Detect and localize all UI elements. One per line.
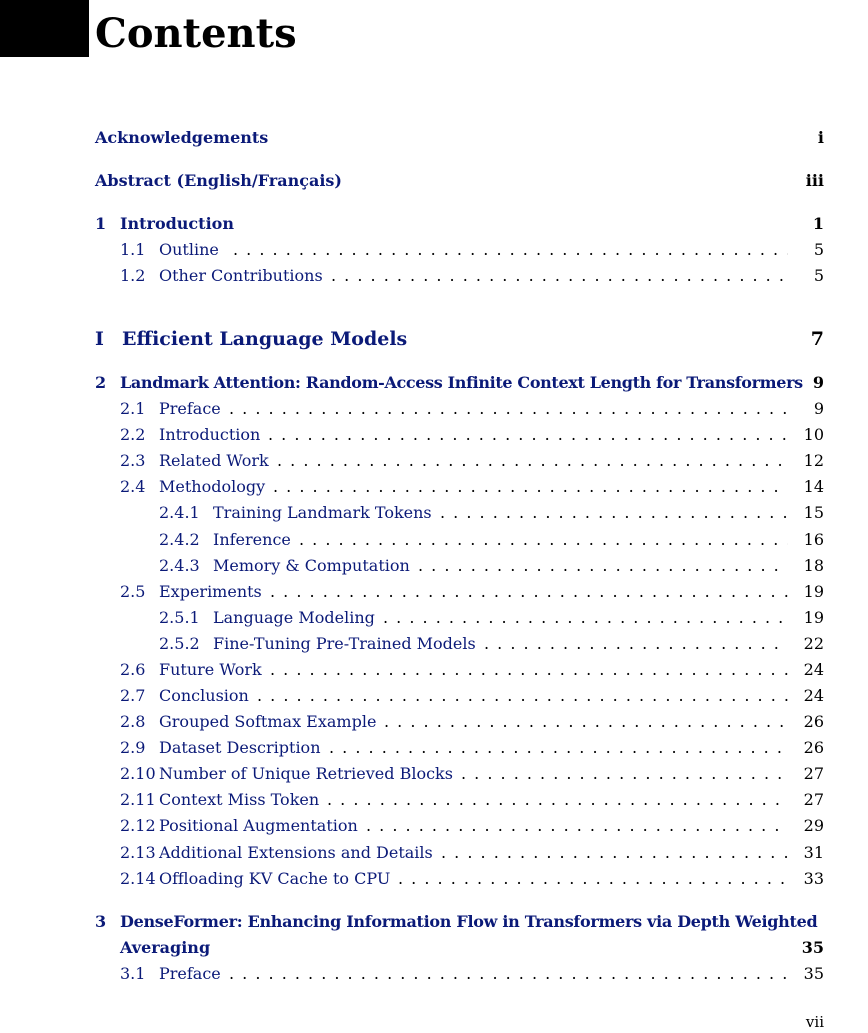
page-number: vii [805,1013,824,1031]
toc-entry-title: Abstract (English/Français) [95,171,342,190]
toc-section-2-10[interactable] [0,762,868,786]
toc-leader-dots [398,867,788,891]
toc-section-2-1[interactable] [0,397,868,421]
toc-leader-dots [384,710,788,734]
toc-leader-dots [383,606,788,630]
toc-entry-title: Memory & Computation [213,556,410,575]
toc-entry-title-continuation: Averaging [120,938,211,957]
toc-entry-number: 2.8 [120,712,146,731]
toc-entry-number: 1 [95,214,107,233]
toc-entry-acknowledgements[interactable] [0,126,868,150]
toc-entry-page: 14 [803,477,824,496]
toc-entry-page: 31 [803,843,824,862]
toc-leader-dots [273,475,788,499]
toc-leader-dots [461,762,788,786]
toc-entry-number: 2.5 [120,582,146,601]
toc-entry-page: 35 [801,938,824,957]
toc-leader-dots [270,658,788,682]
toc-leader-dots [270,580,788,604]
toc-section-2-5[interactable] [0,580,868,604]
toc-entry-number: 2.1 [120,399,146,418]
toc-entry-number: 1.1 [120,240,146,259]
toc-section-2-4[interactable] [0,475,868,499]
chapter-tab-marker [0,0,89,57]
toc-entry-page: iii [805,171,824,190]
toc-entry-title: Fine-Tuning Pre-Trained Models [213,634,476,653]
toc-entry-page: 9 [812,373,824,392]
toc-entry-page: 9 [813,399,824,418]
toc-entry-abstract[interactable] [0,169,868,193]
toc-subsection-2-5-2[interactable] [0,632,868,656]
toc-entry-page: 27 [803,790,824,809]
toc-entry-page: 26 [803,738,824,757]
toc-entry-title: Preface [159,964,221,983]
toc-entry-page: 5 [813,240,824,259]
toc-leader-dots [257,684,788,708]
toc-entry-number: 2.2 [120,425,146,444]
toc-entry-title: Number of Unique Retrieved Blocks [159,764,453,783]
toc-entry-page: 24 [803,660,824,679]
toc-entry-number: 3 [95,912,107,931]
toc-section-3-1[interactable] [0,962,868,986]
toc-entry-page: 16 [803,530,824,549]
toc-leader-dots [441,841,788,865]
toc-entry-number: 2.5.1 [159,608,200,627]
toc-section-2-7[interactable] [0,684,868,708]
toc-chapter-1[interactable] [0,212,868,236]
toc-entry-title: Acknowledgements [95,128,269,147]
toc-entry-number: 2.4 [120,477,146,496]
toc-entry-title: Related Work [159,451,269,470]
toc-leader-dots [366,814,788,838]
toc-entry-number: I [95,328,104,350]
toc-entry-title: Efficient Language Models [122,328,408,350]
toc-leader-dots [440,501,788,525]
toc-entry-number: 2.4.1 [159,503,200,522]
toc-entry-number: 2.9 [120,738,146,757]
toc-chapter-2[interactable] [0,371,868,395]
toc-subsection-2-4-2[interactable] [0,528,868,552]
toc-entry-number: 1.2 [120,266,146,285]
toc-leader-dots [331,264,788,288]
toc-entry-title: Conclusion [159,686,249,705]
toc-entry-page: 19 [803,608,824,627]
toc-entry-page: 10 [803,425,824,444]
toc-entry-number: 2.5.2 [159,634,200,653]
toc-subsection-2-4-1[interactable] [0,501,868,525]
toc-entry-page: 5 [813,266,824,285]
toc-section-1-1[interactable] [0,238,868,262]
toc-entry-page: 33 [803,869,824,888]
toc-entry-title: Methodology [159,477,266,496]
toc-section-2-3[interactable] [0,449,868,473]
toc-entry-title: Training Landmark Tokens [213,503,432,522]
toc-section-2-9[interactable] [0,736,868,760]
toc-leader-dots [299,528,788,552]
toc-entry-number: 2.3 [120,451,146,470]
toc-leader-dots [327,788,788,812]
toc-entry-title: Outline [159,238,225,262]
toc-entry-title: Inference [213,530,291,549]
toc-leader-dots [418,554,788,578]
toc-entry-number: 2.12 [120,816,156,835]
toc-leader-dots [277,449,788,473]
toc-entry-number: 2.13 [120,843,156,862]
toc-subsection-2-5-1[interactable] [0,606,868,630]
toc-entry-title: Additional Extensions and Details [159,843,433,862]
toc-leader-dots [484,632,788,656]
toc-entry-title: Future Work [159,660,262,679]
toc-entry-number: 2.4.2 [159,530,200,549]
toc-section-2-11[interactable] [0,788,868,812]
toc-section-1-2[interactable] [0,264,868,288]
toc-entry-title: Preface [159,399,221,418]
toc-entry-number: 2.7 [120,686,146,705]
toc-entry-number: 3.1 [120,964,146,983]
toc-entry-page: 12 [803,451,824,470]
toc-chapter-3[interactable] [0,910,868,960]
toc-entry-page: 19 [803,582,824,601]
toc-entry-page: 26 [803,712,824,731]
toc-section-2-6[interactable] [0,658,868,682]
toc-entry-page: 18 [803,556,824,575]
toc-entry-page: 7 [810,328,824,350]
toc-entry-title: Language Modeling [213,608,375,627]
toc-section-2-13[interactable] [0,841,868,865]
toc-section-2-8[interactable] [0,710,868,734]
toc-entry-title: Offloading KV Cache to CPU [159,869,391,888]
toc-entry-page: 22 [803,634,824,653]
toc-section-2-14[interactable] [0,867,868,891]
toc-entry-number: 2.4.3 [159,556,200,575]
toc-leader-dots [268,423,788,447]
toc-entry-title: Positional Augmentation [159,816,358,835]
toc-entry-number: 2 [95,373,107,392]
toc-entry-number: 2.11 [120,790,156,809]
toc-entry-number: 2.14 [120,869,156,888]
toc-entry-title: Context Miss Token [159,790,320,809]
toc-entry-page: 27 [803,764,824,783]
toc-leader-dots [233,238,788,262]
toc-leader-dots [329,736,788,760]
toc-entry-title: Grouped Softmax Example [159,712,377,731]
toc-entry-title: DenseFormer: Enhancing Information Flow in Transformers via Depth Weighted [120,912,818,931]
toc-section-2-2[interactable] [0,423,868,447]
toc-leader-dots [229,962,788,986]
toc-leader-dots [229,397,788,421]
toc-entry-page: 15 [803,503,824,522]
toc-entry-number: 2.10 [120,764,156,783]
toc-subsection-2-4-3[interactable] [0,554,868,578]
toc-entry-title: Experiments [159,582,262,601]
toc-section-2-12[interactable] [0,814,868,838]
toc-entry-title: Introduction [159,425,261,444]
toc-entry-page: 24 [803,686,824,705]
toc-entry-title: Landmark Attention: Random-Access Infinite Context Length for Transformers [120,373,803,392]
toc-entry-title: Introduction [120,214,234,233]
toc-entry-title: Dataset Description [159,738,321,757]
toc-entry-page: 1 [812,214,824,233]
toc-entry-page: 29 [803,816,824,835]
toc-part-1[interactable] [0,327,868,351]
toc-entry-page: i [817,128,824,147]
toc-entry-number: 2.6 [120,660,146,679]
toc-entry-title: Other Contributions [159,266,323,285]
toc-entry-page: 35 [803,964,824,983]
page-title: Contents [95,10,297,57]
